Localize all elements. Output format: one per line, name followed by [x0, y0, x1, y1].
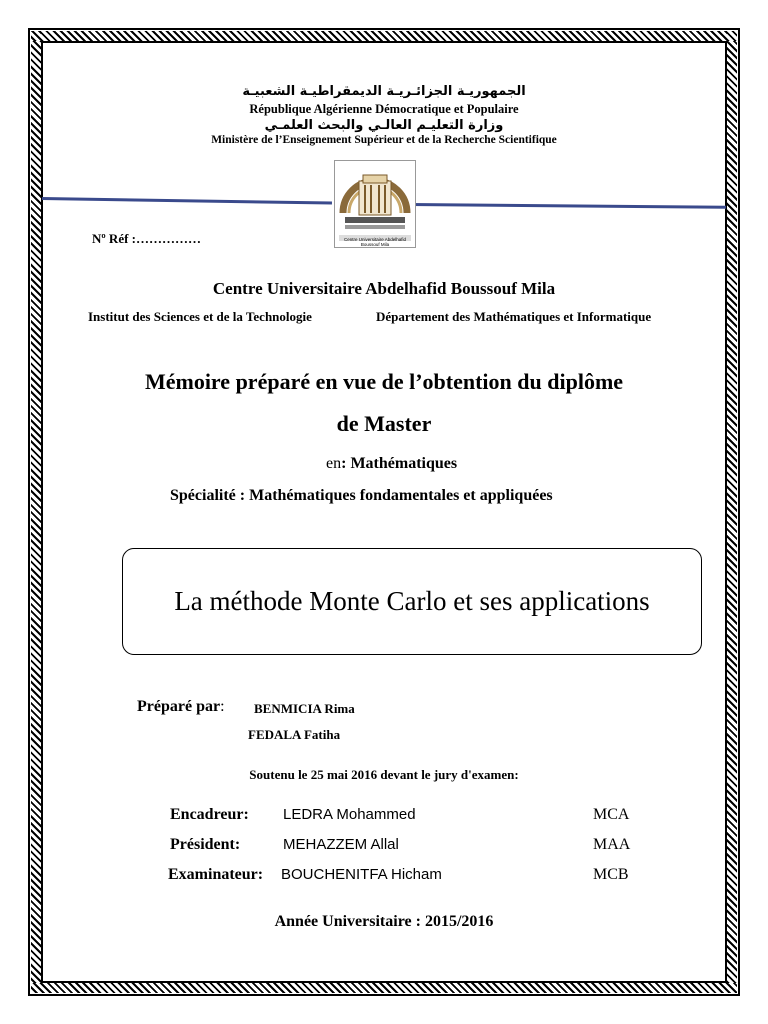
memoire-line-2: de Master [336, 411, 432, 436]
university-logo [334, 160, 416, 248]
jury-name-1: LEDRA Mohammed [283, 806, 416, 823]
author-1: BENMICIA Rima [254, 701, 355, 716]
header-arabic-ministry: وزارة التعليـم العالـي والبحث العلمـي [264, 118, 504, 133]
memoire-field-value: : Mathématiques [341, 455, 458, 472]
institute-name: Institut des Sciences et de la Technologie [88, 309, 312, 324]
jury-role-1: Encadreur: [170, 806, 249, 823]
memoire-speciality: Spécialité : Mathématiques fondamentales et appliquées [170, 487, 553, 504]
jury-grade-2: MAA [593, 836, 631, 853]
thesis-title-box [122, 548, 702, 655]
reference-number: Nº Réf :…………… [92, 231, 201, 246]
header-french-ministry: Ministère de l’Enseignement Supérieur et de la Recherche Scientifique [211, 134, 557, 146]
memoire-field-prefix: en [326, 455, 342, 472]
authors-label-colon: : [220, 698, 225, 715]
thesis-title: La méthode Monte Carlo et ses applications [174, 586, 650, 616]
institution-name: Centre Universitaire Abdelhafid Boussouf Mila [212, 279, 556, 298]
authors-label-text: Préparé par [137, 698, 221, 715]
university-logo-caption: Centre Universitaire Abdelhafid Boussouf Mila [343, 237, 407, 247]
defense-statement: Soutenu le 25 mai 2016 devant le jury d'examen: [249, 767, 519, 782]
department-name: Département des Mathématiques et Informatique [376, 309, 652, 324]
academic-year: Année Universitaire : 2015/2016 [274, 913, 494, 930]
jury-role-3: Examinateur: [168, 866, 264, 883]
header-arabic-republic: الجمهوريـة الجزائـريـة الديمقراطيـة الشعبيـة [242, 84, 526, 99]
jury-grade-1: MCA [593, 806, 630, 823]
jury-role-2: Président: [170, 836, 241, 853]
jury-grade-3: MCB [593, 866, 629, 883]
jury-name-2: MEHAZZEM Allal [283, 836, 399, 853]
memoire-field [326, 455, 457, 473]
jury-name-3: BOUCHENITFA Hicham [281, 866, 442, 883]
header-french-republic: République Algérienne Démocratique et Populaire [249, 102, 519, 116]
authors-label [137, 698, 225, 716]
author-2: FEDALA Fatiha [248, 727, 341, 742]
memoire-line-1: Mémoire préparé en vue de l’obtention du diplôme [144, 369, 624, 394]
university-logo-icon [335, 161, 415, 247]
